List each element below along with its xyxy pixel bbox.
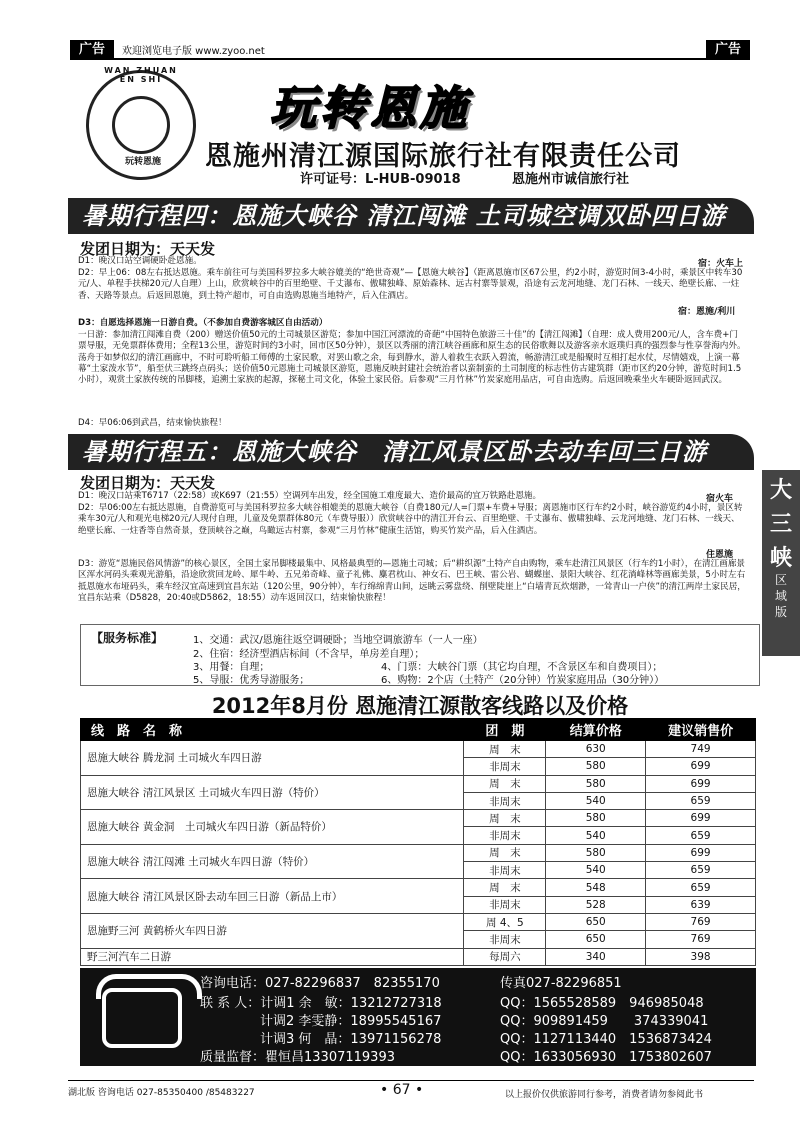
contact-person-3: 计调3 何 晶：13971156278 — [260, 1032, 442, 1047]
service-standard-box — [80, 624, 760, 686]
retail-price-cell: 659 — [646, 879, 756, 896]
period-cell: 非周末 — [464, 758, 546, 775]
trip4-day1: D1：晚汉口站空调硬卧赴恩施。 — [78, 256, 202, 266]
table-row — [81, 810, 756, 827]
company-name: 恩施州清江源国际旅行社有限责任公司 — [205, 141, 681, 172]
price-table-body — [81, 741, 756, 966]
retail-price-cell: 699 — [646, 810, 756, 827]
settle-price-cell: 540 — [546, 792, 646, 809]
trip4-depart: 发团日期为：天天发 — [80, 240, 216, 258]
settle-price-cell: 650 — [546, 913, 646, 930]
retail-price-cell: 639 — [646, 896, 756, 913]
retail-price-cell: 699 — [646, 844, 756, 861]
contact-qq-3: QQ：1127113440 1536873424 — [500, 1032, 712, 1047]
contact-person-2: 计调2 李雯静：18995545167 — [260, 1014, 442, 1029]
settle-price-cell: 548 — [546, 879, 646, 896]
sidetab-char-1: 大 — [769, 478, 792, 503]
settle-price-cell: 650 — [546, 931, 646, 948]
trip4-banner: 暑期行程四：恩施大峡谷 清江闯滩 土司城空调双卧四日游 — [68, 198, 754, 234]
period-cell: 周 末 — [464, 844, 546, 861]
route-name: 野三河汽车二日游 — [81, 948, 464, 965]
retail-price-cell: 699 — [646, 775, 756, 792]
table-row — [81, 741, 756, 758]
period-cell: 周 末 — [464, 741, 546, 758]
route-name: 恩施大峡谷 清江闯滩 土司城火车四日游（特价） — [81, 844, 464, 879]
sidetab-char-5: 域 — [774, 589, 787, 603]
sidetab-char-3: 峡 — [769, 546, 792, 571]
trip5-day2-note: 住恩施 — [706, 550, 734, 560]
sidetab-char-4: 区 — [774, 573, 787, 587]
table-row — [81, 913, 756, 930]
ad-tag-right: 广告 — [706, 40, 750, 60]
settle-price-cell: 580 — [546, 844, 646, 861]
service-line-3a: 3、用餐：自理； — [193, 662, 270, 673]
settle-price-cell: 540 — [546, 827, 646, 844]
retail-price-cell: 659 — [646, 792, 756, 809]
retail-price-cell: 659 — [646, 862, 756, 879]
period-cell: 非周末 — [464, 862, 546, 879]
trip5-day2: D2：早06:00左右抵达恩施，自费游览可与美国科罗拉多大峡谷相媲美的恩施大峡谷（自费180元/人=门票+车费+导服；离恩施市区行车约2小时，峡谷游览约4小时，景区转乘车30元/人和观光电梯20元/人现付自理，儿童及免票群体80元（车费导服））欣赏峡谷中的清江开台云、百里绝壁、千丈瀑布、傲啸独峰、云龙河地缝、龙门石林、一线天、绝壁长廊、一炷香等自然奇景，登顶峡谷之巅，鸟瞰远古村寨，参观“三月竹林”健康生活馆，购买竹炭产品，后入住酒店。 — [78, 503, 743, 536]
quality-supervisor: 质量监督：瞿恒昌13307119393 — [200, 1050, 395, 1065]
license-number: 许可证号：L-HUB-09018 — [300, 172, 461, 187]
contact-box — [80, 968, 756, 1066]
trip4-day4: D4：早06:06到武昌，结束愉快旅程！ — [78, 418, 227, 428]
settle-price-cell: 580 — [546, 758, 646, 775]
period-cell: 非周末 — [464, 827, 546, 844]
retail-price-cell: 659 — [646, 827, 756, 844]
logo-ring-text: WAN ZHUAN EN SHI — [104, 66, 178, 84]
period-cell: 非周末 — [464, 931, 546, 948]
route-name: 恩施大峡谷 清江风景区卧去动车回三日游（新品上市） — [81, 879, 464, 914]
price-table — [80, 718, 756, 966]
service-line-1: 1、交通：武汉/恩施往返空调硬卧；当地空调旅游车（一人一座） — [193, 635, 483, 646]
settle-price-cell: 580 — [546, 810, 646, 827]
welcome-text: 欢迎浏览电子版 www.zyoo.net — [122, 46, 265, 57]
trip5-day1: D1：晚汉口站乘T6717（22:58）或K697（21:55）空调列车出发，经全国施工难度最大、造价最高的宜万铁路赴恩施。 — [78, 491, 542, 501]
col-period: 团 期 — [464, 719, 546, 741]
route-name: 恩施野三河 黄鹤桥火车四日游 — [81, 913, 464, 948]
route-name: 恩施大峡谷 清江风景区 土司城火车四日游（特价） — [81, 775, 464, 810]
footer-hotline: 湖北版 咨询电话 027-85350400 /85483227 — [68, 1088, 255, 1098]
retail-price-cell: 398 — [646, 948, 756, 965]
period-cell: 周 4、5 — [464, 913, 546, 930]
period-cell: 周 末 — [464, 775, 546, 792]
service-line-2: 2、住宿：经济型酒店标间（不含早，单房差自理）； — [193, 649, 425, 660]
period-cell: 非周末 — [464, 792, 546, 809]
service-title: 【服务标准】 — [91, 631, 164, 645]
logo-subtitle: 玩转恩施 — [124, 157, 161, 167]
price-table-title: 2012年8月份 恩施清江源散客线路以及价格 — [211, 694, 629, 718]
table-row — [81, 948, 756, 965]
trip5-depart: 发团日期为：天天发 — [80, 474, 216, 492]
retail-price-cell: 769 — [646, 931, 756, 948]
table-row — [81, 775, 756, 792]
top-bar — [70, 40, 750, 60]
settle-price-cell: 540 — [546, 862, 646, 879]
period-cell: 周 末 — [464, 879, 546, 896]
telephone-icon — [102, 988, 182, 1048]
service-line-4b: 6、购物：2个店（土特产（20分钟）竹炭家庭用品（30分钟）） — [381, 675, 665, 686]
col-retail-price: 建议销售价 — [646, 719, 756, 741]
page-number: • 67 • — [380, 1082, 424, 1098]
route-name: 恩施大峡谷 腾龙洞 土司城火车四日游 — [81, 741, 464, 776]
settle-price-cell: 528 — [546, 896, 646, 913]
trip4-day2: D2：早上06：08左右抵达恩施。乘车前往可与美国科罗拉多大峡谷媲美的“绝世奇观”—【恩施大峡谷】（距离恩施市区67公里，约2小时，游览时间3-4小时，乘景区中转车30元/人、单程手扶梯20元/人自理）上山，欣赏峡谷中的百里绝壁、千丈瀑布、傲啸独峰、原始森林、远古村寨等景观，沿途有云龙河地缝、龙门石林、一线天、绝壁长廊、一炷香、天路等景点。后返回恩施，到土特产超市，可自由选购恩施当地特产，后入住酒店。 — [78, 268, 743, 301]
service-line-4a: 5、导服：优秀导游服务； — [193, 675, 310, 686]
service-line-3b: 4、门票：大峡谷门票（其它均自理，不含景区车和自费项目）； — [381, 662, 663, 673]
trip5-banner: 暑期行程五：恩施大峡谷 清江风景区卧去动车回三日游 — [68, 434, 754, 470]
settle-price-cell: 630 — [546, 741, 646, 758]
smiley-face-icon — [112, 96, 170, 154]
contact-phone: 咨询电话：027-82296837 82355170 — [200, 976, 440, 991]
sidetab-char-6: 版 — [774, 605, 787, 619]
period-cell: 每周六 — [464, 948, 546, 965]
table-row — [81, 844, 756, 861]
contact-fax: 传真027-82296851 — [500, 976, 622, 991]
col-route: 线 路 名 称 — [81, 719, 464, 741]
trip5-day3: D3：游览“恩施民俗风情游”的核心景区，全国土家吊脚楼最集中、风格最典型的—恩施土司城；后“耕织源”土特产自由购物，乘车赴清江风景区（行车约1小时），在清江画廊景区浑水河码头乘观光游船，沿途欣赏回龙岭、犀牛岭、五兄弟奇峰、童子礼佛、麋君枕山、神女石、巴王峡、雷公岩、蝴蝶崖、景阳大峡谷、红花淌峰林等画廊美景，5小时左右抵恩施水布垭码头，乘车经汉宜高速到宜昌东站（120公里，90分钟），车行绵绵青山间，远眺云雾盘绕、削壁陡崖上“白墙青瓦炊烟渺，一耸青山一户侠”的清江两岸土家民居，宜昌东站乘（D5828，20:40或D5862，18:55）动车返回汉口，结束愉快旅程！ — [78, 559, 746, 603]
trip4-day2-note: 宿：恩施/利川 — [678, 307, 736, 317]
route-name: 恩施大峡谷 黄金洞 土司城火车四日游（新品特价） — [81, 810, 464, 845]
trip4-day3-head: D3：自愿选择恩施一日游自费。（不参加自费游客城区自由活动） — [78, 318, 328, 328]
contact-qq-1: QQ：1565528589 946985048 — [500, 996, 704, 1011]
retail-price-cell: 749 — [646, 741, 756, 758]
ad-tag-left: 广告 — [70, 40, 114, 60]
settle-price-cell: 580 — [546, 775, 646, 792]
brand-title: 玩转恩施 — [270, 81, 470, 135]
retail-price-cell: 769 — [646, 913, 756, 930]
footer-disclaimer: 以上报价仅供旅游同行参考，消费者请勿参阅此书 — [505, 1090, 704, 1100]
settle-price-cell: 340 — [546, 948, 646, 965]
contact-qq-2: QQ：909891459 374339041 — [500, 1014, 709, 1029]
sidetab-char-2: 三 — [769, 512, 792, 537]
period-cell: 周 末 — [464, 810, 546, 827]
partner-agency: 恩施州市诚信旅行社 — [512, 172, 630, 187]
trip5-day1-note: 宿火车 — [706, 494, 734, 504]
trip4-day1-note: 宿：火车上 — [698, 259, 744, 269]
contact-qq-4: QQ：1633056930 1753802607 — [500, 1050, 712, 1065]
contact-person-1: 联 系 人：计调1 余 敏：13212727318 — [200, 996, 442, 1011]
retail-price-cell: 699 — [646, 758, 756, 775]
table-row — [81, 879, 756, 896]
period-cell: 非周末 — [464, 896, 546, 913]
trip4-day3: 一日游：参加清江闯滩自费（200）赠送价值50元的土司城景区游览；参加中国江河漂流的奇葩“中国特色旅游三十佳”的【清江闯滩】（自理：成人费用200元/人，含车费+门票导服，无免票群体费用；全程13公里，游览时间约3小时，回市区50分钟），景区以秀丽的清江峡谷画廊和原生态的民俗歌舞以及游客亲水返璞归真的强烈参与性享誉海内外。荡舟于如梦似幻的清江画廊中，不时可聆听船工师傅的土家民歌，对罢山歌之余，每到静水，游人着救生衣跃入碧流，畅游清江或是船聚时互相打起水仗，尽情嬉戏，上演一幕幕“土家泼水节”，船至伏三跳终点码头；送价值50元恩施土司城景区游览，恩施反映封建社会统治者以蛮制蛮的土司制度的标志性仿古建筑群（距市区约20分钟，游览时间1.5小时），观赏土家族传统的吊脚楼，追溯土家族的起源，探秘土司文化，体验土家民俗。后参观“三月竹林”竹炭家庭用品店，可自由选购。后返回晚乘坐火车硬卧返回武汉。 — [78, 330, 746, 386]
col-settle-price: 结算价格 — [546, 719, 646, 741]
region-side-tab — [762, 470, 800, 656]
